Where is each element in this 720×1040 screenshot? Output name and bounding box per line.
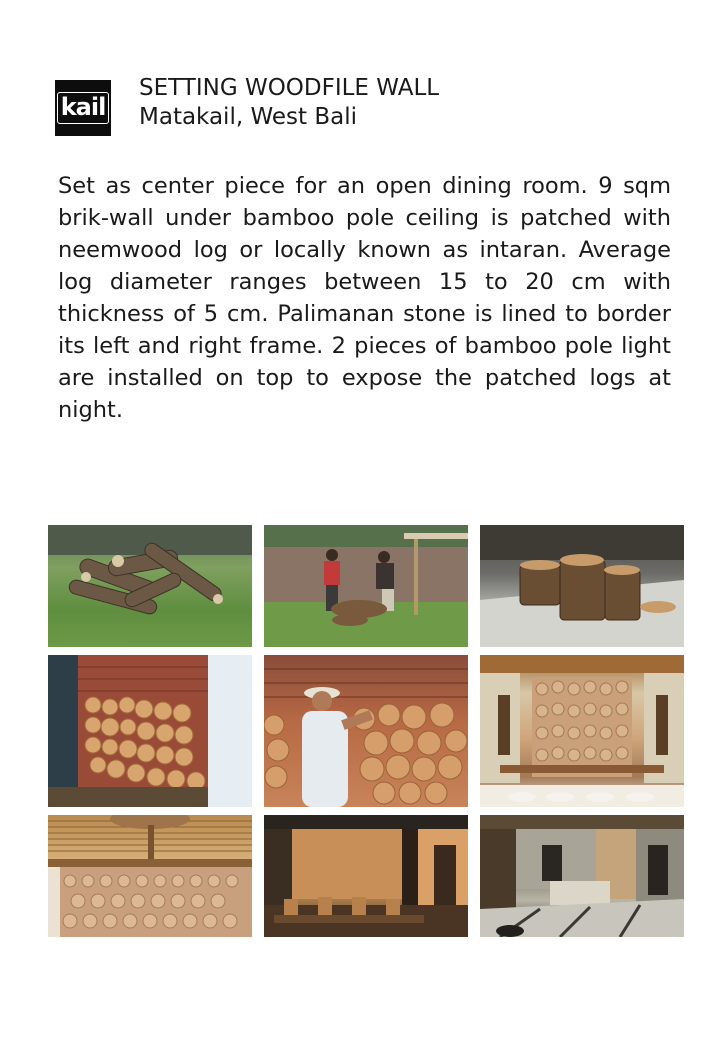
description-paragraph: Set as center piece for an open dining room. 9 sqm brik-wall under bamboo pole ceiling is patched with neemwood log or locally known as intaran. Average log diameter ranges between 15 to 20 cm with thickness of 5 cm. Palimanan stone is lined to border its left and right frame. 2 pieces of bamboo pole light are installed on top to expose the patched logs at night.: [58, 173, 671, 423]
photo-bamboo-ceiling-wall: [48, 815, 252, 937]
photo-wall-patching-start: [48, 655, 252, 807]
page-title: [139, 74, 439, 132]
logo-text: kail: [57, 92, 110, 124]
title-line-2: Matakail, West Bali: [139, 104, 357, 130]
photo-grid: [48, 525, 680, 936]
photo-open-room-view: [480, 815, 684, 937]
photo-night-dining-view: [264, 815, 468, 937]
photo-workers-cutting-logs: [264, 525, 468, 647]
photo-worker-installing-logs: [264, 655, 468, 807]
photo-stacked-log-slices: [480, 525, 684, 647]
photo-logs-on-grass: [48, 525, 252, 647]
photo-finished-dining-wall: [480, 655, 684, 807]
kail-logo: [55, 80, 111, 136]
title-line-1: SETTING WOODFILE WALL: [139, 75, 440, 101]
